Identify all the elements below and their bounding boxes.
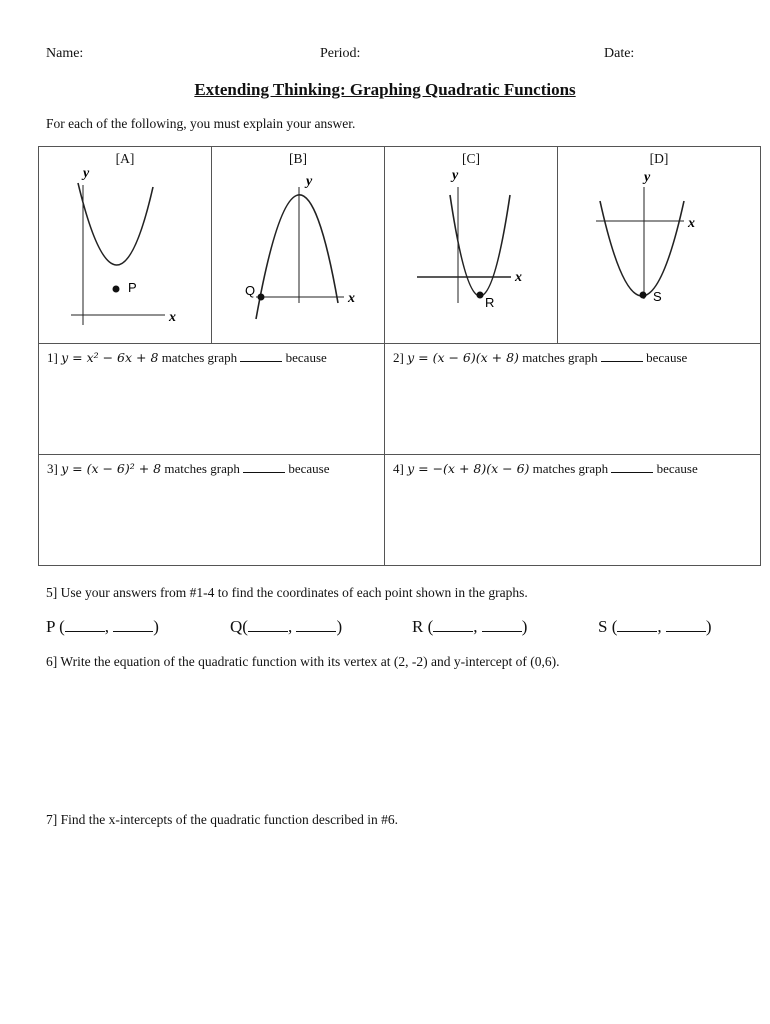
question-3 (39, 455, 385, 566)
graph-d-x-label: x (688, 216, 695, 231)
q2-equation: y = (x − 6)(x + 8) (407, 350, 519, 365)
point-r-open: R ( (412, 617, 434, 636)
point-q-y-blank[interactable] (296, 617, 336, 632)
point-p-x-blank[interactable] (65, 617, 105, 632)
q1-equation: y = x² − 6x + 8 (61, 350, 159, 365)
point-p-label: P (128, 280, 137, 295)
graph-a (39, 147, 212, 343)
graph-c-cell (385, 147, 558, 344)
point-s-open: S ( (598, 617, 618, 636)
graph-d-y-label: y (644, 170, 651, 185)
q1-number: 1] (47, 350, 58, 365)
worksheet-table (38, 146, 761, 566)
graph-c-y-label: y (452, 168, 459, 183)
point-p-y-blank[interactable] (113, 617, 153, 632)
q2-number: 2] (393, 350, 404, 365)
point-p-open: P ( (46, 617, 65, 636)
point-s-sep: , (657, 617, 662, 636)
q2-text: matches graph (522, 350, 598, 365)
point-r-dot (477, 292, 484, 299)
q4-because: because (656, 461, 698, 476)
point-r-label: R (485, 295, 495, 310)
worksheet-title: Extending Thinking: Graphing Quadratic Functions (194, 80, 576, 99)
point-q-close: ) (336, 617, 343, 636)
point-q-sep: , (287, 617, 293, 636)
point-s-dot (640, 292, 647, 299)
q1-blank[interactable] (240, 351, 282, 362)
graph-d-label: [D] (649, 151, 669, 166)
q4-equation: y = −(x + 8)(x − 6) (407, 461, 530, 476)
graph-c (385, 147, 558, 343)
instructions: For each of the following, you must explain your answer. (46, 116, 356, 131)
graph-b-x-label: x (348, 291, 355, 306)
point-r-y-blank[interactable] (482, 617, 522, 632)
point-s-coords (598, 617, 712, 637)
question-6: 6] Write the equation of the quadratic function with its vertex at (2, -2) and y-intercept of (0,6). (46, 654, 560, 669)
name-label: Name: (46, 46, 84, 61)
question-5: 5] Use your answers from #1-4 to find the coordinates of each point shown in the graphs. (46, 585, 528, 600)
point-s-x-blank[interactable] (617, 617, 657, 632)
graph-a-parabola (78, 183, 153, 265)
graph-b (212, 147, 385, 343)
point-s-y-blank[interactable] (666, 617, 706, 632)
question-1 (39, 344, 385, 455)
point-p-sep: , (104, 617, 109, 636)
graph-b-y-label: y (306, 174, 313, 189)
graph-b-cell (212, 147, 385, 344)
point-r-coords (412, 617, 527, 637)
graph-a-y-label: y (83, 166, 90, 181)
graph-a-cell (39, 147, 212, 344)
point-s-label: S (653, 289, 662, 304)
q2-blank[interactable] (601, 351, 643, 362)
q1-because: because (285, 350, 327, 365)
question-4 (385, 455, 761, 566)
graph-b-label: [B] (289, 151, 307, 166)
graph-d-cell (558, 147, 761, 344)
graph-b-parabola (256, 195, 338, 319)
graph-c-label: [C] (462, 151, 480, 166)
point-q-coords (230, 617, 342, 637)
period-label: Period: (320, 46, 361, 61)
point-p-dot (113, 286, 120, 293)
date-label: Date: (604, 46, 635, 61)
q4-blank[interactable] (611, 462, 653, 473)
point-s-close: ) (705, 617, 712, 636)
point-p-close: ) (153, 617, 159, 636)
q3-because: because (288, 461, 330, 476)
graph-a-x-label: x (169, 310, 176, 325)
q4-text: matches graph (532, 461, 609, 476)
graph-d-parabola (600, 201, 684, 296)
graph-a-label: [A] (115, 151, 135, 166)
point-q-open: Q( (230, 617, 248, 636)
point-q-x-blank[interactable] (248, 617, 288, 632)
graph-c-x-label: x (515, 270, 522, 285)
point-r-x-blank[interactable] (433, 617, 473, 632)
q1-text: matches graph (161, 350, 238, 365)
q3-text: matches graph (164, 461, 240, 476)
question-2 (385, 344, 761, 455)
question-7: 7] Find the x-intercepts of the quadratic function described in #6. (46, 812, 399, 827)
graph-d (558, 147, 761, 343)
q3-equation: y = (x − 6)² + 8 (61, 461, 162, 476)
q4-number: 4] (393, 461, 404, 476)
point-r-close: ) (521, 617, 528, 636)
q3-blank[interactable] (243, 462, 285, 473)
point-q-dot (258, 294, 265, 301)
q3-number: 3] (47, 461, 58, 476)
point-r-sep: , (473, 617, 478, 636)
point-q-label: Q (245, 283, 256, 298)
point-p-coords (46, 617, 159, 637)
graph-c-parabola (450, 195, 510, 296)
q2-because: because (646, 350, 688, 365)
